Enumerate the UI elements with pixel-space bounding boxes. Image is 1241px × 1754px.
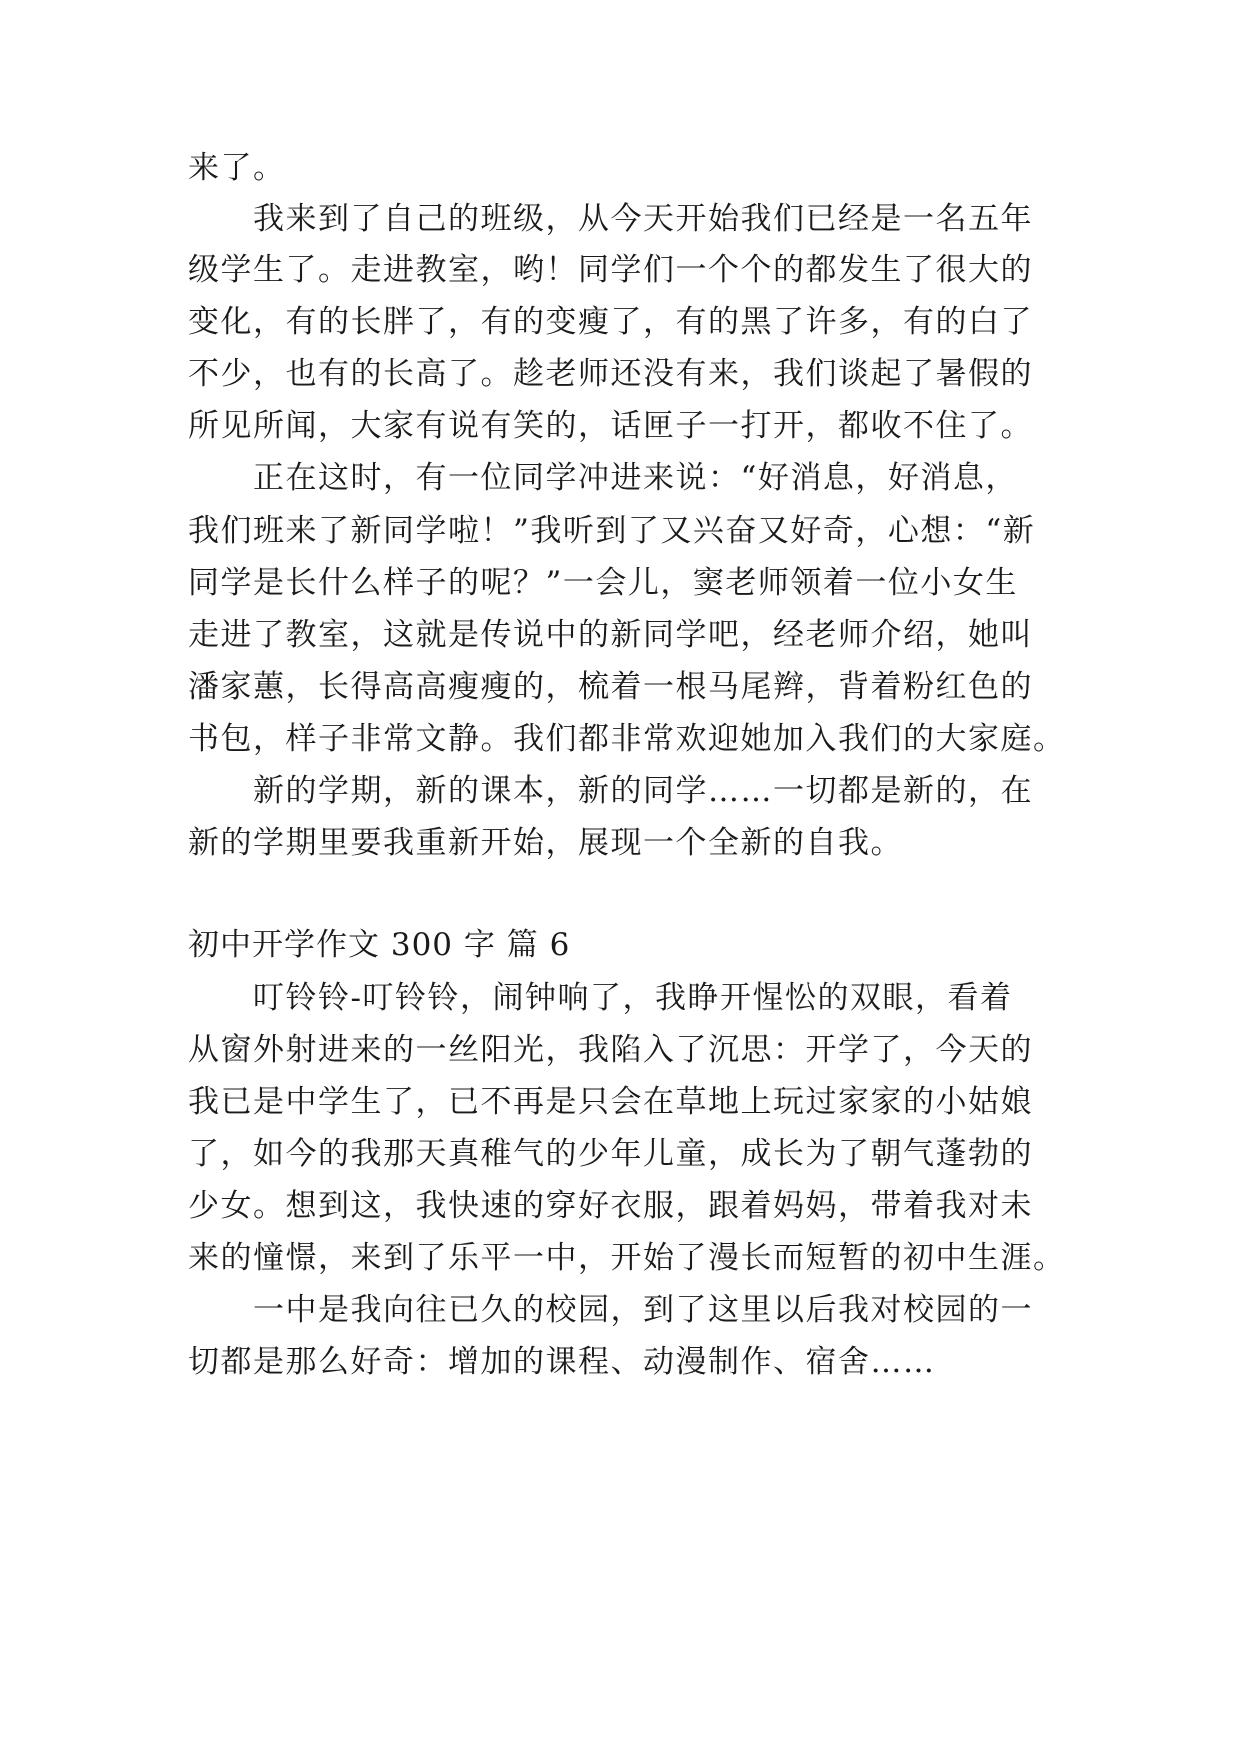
text-line: 切都是那么好奇：增加的课程、动漫制作、宿舍…… [188, 1344, 936, 1380]
text-line: 新的学期里要我重新开始，展现一个全新的自我。 [188, 825, 903, 861]
text-line: 从窗外射进来的一丝阳光，我陷入了沉思：开学了，今天的 [188, 1032, 1033, 1068]
text-line: 少女。想到这，我快速的穿好衣服，跟着妈妈，带着我对未 [188, 1188, 1033, 1224]
text-line: 所见所闻，大家有说有笑的，话匣子一打开，都收不住了。 [188, 408, 1033, 444]
text-line: 变化，有的长胖了，有的变瘦了，有的黑了许多，有的白了 [188, 304, 1033, 340]
text-line: 我们班来了新同学啦！”我听到了又兴奋又好奇，心想：“新 [188, 513, 1036, 549]
paragraph-first-line: 正在这时，有一位同学冲进来说：“好消息，好消息， [253, 460, 1018, 496]
text-line: 我已是中学生了，已不再是只会在草地上玩过家家的小姑娘 [188, 1084, 1033, 1120]
paragraph-first-line: 我来到了自己的班级，从今天开始我们已经是一名五年 [253, 201, 1033, 237]
text-line: 了，如今的我那天真稚气的少年儿童，成长为了朝气蓬勃的 [188, 1136, 1033, 1172]
text-line: 潘家蕙，长得高高瘦瘦的，梳着一根马尾辫，背着粉红色的 [188, 669, 1033, 705]
text-line: 走进了教室，这就是传说中的新同学吧，经老师介绍，她叫 [188, 617, 1033, 653]
text-line: 书包，样子非常文静。我们都非常欢迎她加入我们的大家庭。 [188, 721, 1066, 757]
section-heading: 初中开学作文 300 字 篇 6 [188, 927, 571, 963]
text-line: 级学生了。走进教室，哟！同学们一个个的都发生了很大的 [188, 252, 1033, 288]
text-line: 来了。 [188, 150, 286, 186]
text-line: 来的憧憬，来到了乐平一中，开始了漫长而短暂的初中生涯。 [188, 1240, 1066, 1276]
text-line: 不少，也有的长高了。趁老师还没有来，我们谈起了暑假的 [188, 356, 1033, 392]
paragraph-first-line: 新的学期，新的课本，新的同学……一切都是新的，在 [253, 773, 1033, 809]
paragraph-first-line: 一中是我向往已久的校园，到了这里以后我对校园的一 [253, 1292, 1033, 1328]
text-line: 同学是长什么样子的呢？”一会儿，窦老师领着一位小女生 [188, 565, 1018, 601]
paragraph-first-line: 叮铃铃-叮铃铃，闹钟响了，我睁开惺忪的双眼，看着 [253, 980, 1013, 1016]
